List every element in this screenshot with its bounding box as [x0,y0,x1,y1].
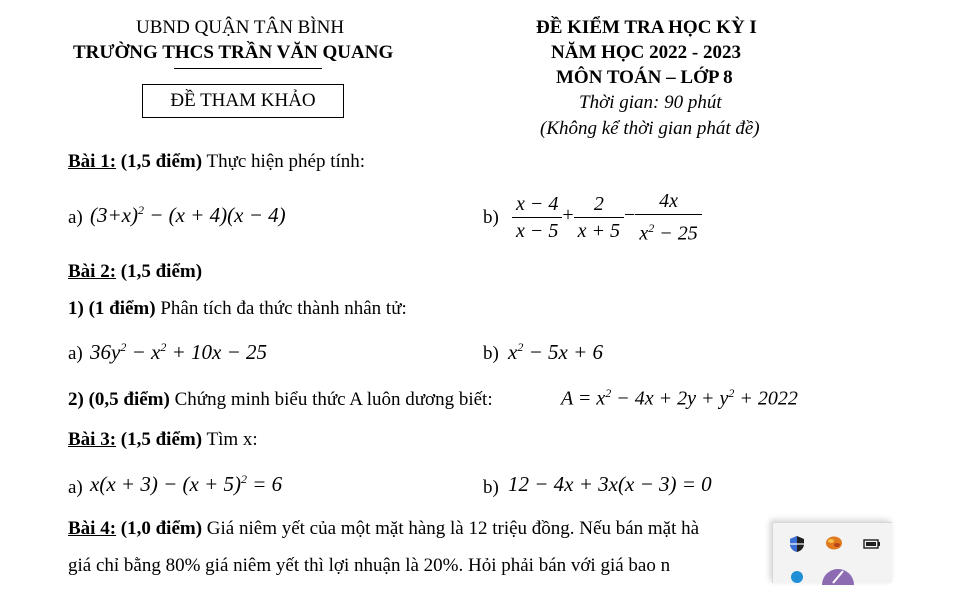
bai1-a-expression: $(3+x)^2 - (x + 4)(x - 4)$ [90,203,286,227]
header-right-line2: NĂM HỌC 2022 - 2023 [551,42,741,63]
bai3-a-label: a) [68,477,83,498]
bai3-heading [68,429,258,451]
de-tham-khao-box [142,84,344,118]
bai2-heading [68,261,202,283]
bai3-text: Tìm x: [206,429,258,450]
bai2-a-label: a) [68,343,83,364]
bai1-b-expression: $\frac{x - 4}{x - 5}$ + $\frac{2}{x + 5}$ − $\frac{4x}{x^2 - 25}$ [512,188,702,247]
fraction-3: $\frac{4x}{x^2 - 25}$ [635,188,701,247]
bai2-part1-text: Phân tích đa thức thành nhân tử: [160,298,407,319]
color-orb-icon[interactable] [825,535,843,556]
bai2-label: Bài 2: [68,261,117,282]
bai2-part1 [68,298,407,320]
bai2-b-expression: $x^2 - 5x + 6$ [508,340,603,364]
bai4-text-line1: Giá niêm yết của một mặt hàng là 12 triệu đồng. Nếu bán mặt hà [206,518,700,539]
bai2-b-label: b) [483,343,499,364]
exam-note: (Không kể thời gian phát đề) [540,118,760,139]
system-tray-flyout[interactable] [772,522,892,583]
header-divider [174,68,322,69]
bai1-text: Thực hiện phép tính: [206,151,366,172]
bai2-a-expression: $36y^2 - x^2 + 10x - 25$ [90,340,267,364]
bai3-b-expression: 12 − 4x + 3x(x − 3) = 0 [508,472,712,496]
bai2-part2-expression: $A = x^2 - 4x + 2y + y^2 + 2022$ [561,386,798,410]
bai4-line2: giá chỉ bằng 80% giá niêm yết thì lợi nhuận là 20%. Hỏi phải bán với giá bao n [68,555,671,576]
header-right-line1: ĐỀ KIỂM TRA HỌC KỲ I [536,17,757,38]
bai1-points: (1,5 điểm) [120,151,203,172]
pen-icon[interactable] [821,563,855,590]
bai1-b-label: b) [483,207,499,228]
header-left-line1: UBND QUẬN TÂN BÌNH [136,17,345,38]
bai2-part2-text: Chứng minh biểu thức A luôn dương biết: [174,389,493,410]
bai2-part2 [68,389,493,411]
bai2-part2-label: 2) (0,5 điểm) [68,389,170,410]
battery-icon[interactable] [863,537,881,555]
shield-icon[interactable] [789,535,805,558]
bai3-points: (1,5 điểm) [120,429,203,450]
bai3-a-expression: $x(x + 3) - (x + 5)^2 = 6$ [90,472,283,496]
bai1-heading [68,151,365,173]
exam-duration: Thời gian: 90 phút [579,92,722,113]
bai1-a-label: a) [68,207,83,228]
de-tham-khao-label: ĐỀ THAM KHẢO [170,90,316,111]
bai3-label: Bài 3: [68,429,117,450]
bai3-b-label: b) [483,477,499,498]
bai1-label: Bài 1: [68,151,117,172]
bai4-line1 [68,518,699,540]
bai4-label: Bài 4: [68,518,117,539]
bai2-points: (1,5 điểm) [120,261,203,282]
fraction-1: $\frac{x - 4}{x - 5}$ [512,191,562,244]
header-left-line2: TRƯỜNG THCS TRẦN VĂN QUANG [73,42,394,63]
bai4-points: (1,0 điểm) [120,518,203,539]
bai2-part1-label: 1) (1 điểm) [68,298,156,319]
fraction-2: $\frac{2}{x + 5}$ [574,191,624,244]
header-right-line3: MÔN TOÁN – LỚP 8 [556,67,733,88]
